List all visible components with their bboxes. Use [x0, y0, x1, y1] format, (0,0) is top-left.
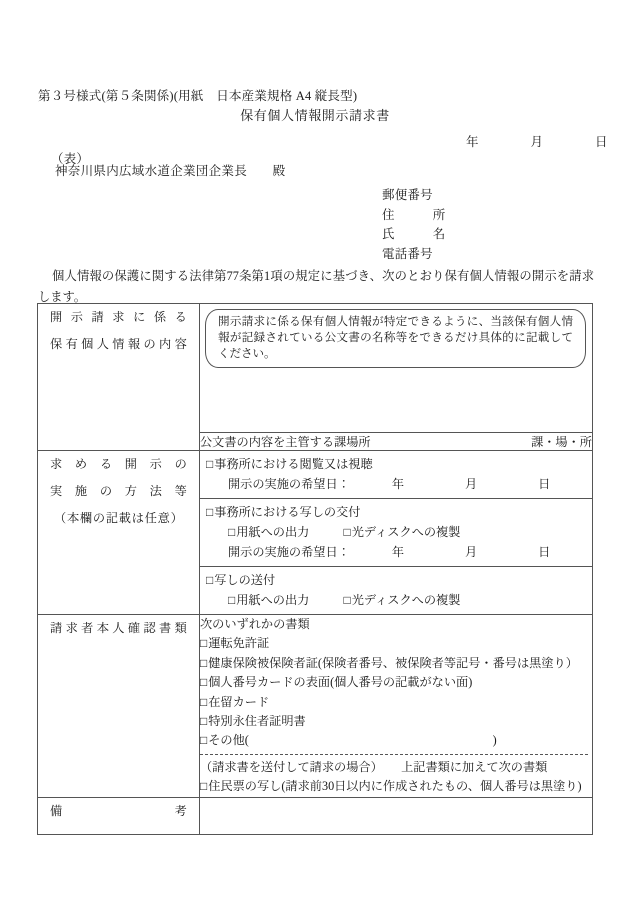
department-row-cell [200, 433, 593, 451]
method-block-viewing [200, 451, 592, 499]
checkbox-icon[interactable] [200, 675, 208, 689]
checkbox-icon[interactable] [206, 457, 214, 471]
remarks-input-cell[interactable] [200, 797, 593, 834]
form-number-line: 第３号様式(第５条関係)(用紙 日本産業規格 A4 縦長型) [38, 89, 358, 103]
identity-item-residence-certificate[interactable] [200, 777, 592, 796]
method-suboptions-mail-copy [206, 590, 592, 610]
identity-item-label: その他( ) [208, 733, 497, 748]
row-label-remarks [38, 797, 200, 834]
method-checkbox-copy-at-office[interactable] [206, 502, 592, 522]
checkbox-icon[interactable] [200, 733, 208, 747]
row-label-identity [38, 615, 200, 798]
applicant-field-phone: 電話番号 [382, 246, 433, 261]
applicant-field-name: 氏 名 [382, 227, 446, 241]
method-block-copy-at-office [200, 499, 592, 567]
wish-date-ymd: 年 月 日 [391, 545, 551, 559]
table-row-remarks [38, 797, 593, 834]
row-label-content-line1: 開示請求に係る [50, 310, 187, 324]
row-label-method [38, 451, 200, 615]
checkbox-icon[interactable] [228, 525, 236, 539]
applicant-field-postal-code: 郵便番号 [382, 188, 433, 202]
identity-item-other[interactable] [200, 731, 592, 750]
wish-date-ymd: 年 月 日 [391, 477, 551, 491]
department-inner-table [200, 433, 592, 450]
checkbox-icon[interactable] [200, 714, 208, 728]
identity-item-health-insurance[interactable] [200, 654, 592, 673]
content-input-cell[interactable] [200, 304, 593, 433]
row-label-content [38, 304, 200, 451]
identity-item-special-permanent-resident[interactable] [200, 712, 592, 731]
suboption-paper-output-label: 用紙への出力 [236, 525, 310, 539]
applicant-fields [382, 186, 446, 264]
checkbox-icon[interactable] [343, 593, 351, 607]
method-checkbox-viewing[interactable] [206, 454, 592, 474]
suboption-optical-disc-label: 光ディスクへの複製 [351, 525, 461, 539]
method-checkbox-mail-copy[interactable] [206, 570, 592, 590]
identity-mail-note: （請求書を送付して請求の場合） 上記書類に加えて次の書類 [200, 759, 548, 774]
row-label-method-line2: 実施の方法等 [50, 484, 187, 498]
identity-item-residence-card[interactable] [200, 693, 592, 712]
date-field-line: 年 月 日 [466, 135, 608, 149]
page-title: 保有個人情報開示請求書 [240, 108, 390, 123]
identity-item-drivers-license[interactable] [200, 634, 592, 653]
identity-intro: 次のいずれかの書類 [200, 617, 310, 631]
table-row-method [38, 451, 593, 615]
suboption-optical-disc[interactable] [343, 525, 460, 539]
method-label-viewing: 事務所における閲覧又は視聴 [214, 457, 373, 471]
department-label: 公文書の内容を主管する課場所 [200, 435, 371, 449]
suboption-paper-output[interactable] [228, 525, 309, 539]
method-wish-date-copy-at-office[interactable] [206, 542, 592, 562]
suboption-paper-output[interactable] [228, 593, 309, 607]
wish-date-label: 開示の実施の希望日： [228, 545, 350, 559]
applicant-field-address: 住 所 [382, 207, 446, 222]
request-form-table [37, 303, 593, 835]
method-options-cell [200, 451, 593, 615]
identity-item-label: 個人番号カードの表面(個人番号の記載がない面) [208, 675, 473, 690]
wish-date-label: 開示の実施の希望日： [228, 477, 350, 491]
row-label-remarks-text: 備 考 [50, 803, 187, 818]
addressee-line: 神奈川県内広域水道企業団企業長 殿 [55, 164, 286, 178]
form-side-line: （表） [51, 152, 90, 166]
checkbox-icon[interactable] [200, 695, 208, 709]
identity-divider [200, 754, 588, 755]
method-wish-date-viewing[interactable] [206, 474, 592, 494]
intro-paragraph: 個人情報の保護に関する法律第77条第1項の規定に基づき、次のとおり保有個人情報の開示を請求します。 [38, 269, 594, 304]
identity-item-label: 特別永住者証明書 [208, 714, 306, 729]
content-instruction-note: 開示請求に係る保有個人情報が特定できるように、当該保有個人情報が記録されている公文書の名称等をできるだけ具体的に記載してください。 [205, 309, 586, 368]
method-label-mail-copy: 写しの送付 [214, 573, 276, 587]
row-label-content-line2: 保有個人情報の内容 [50, 337, 187, 351]
row-label-identity-text: 請求者本人確認書類 [50, 621, 187, 635]
identity-item-label: 運転免許証 [208, 636, 270, 651]
checkbox-icon[interactable] [200, 636, 208, 650]
checkbox-icon[interactable] [206, 573, 214, 587]
checkbox-icon[interactable] [206, 505, 214, 519]
checkbox-icon[interactable] [228, 593, 236, 607]
method-label-copy-at-office: 事務所における写しの交付 [214, 505, 361, 519]
suboption-optical-disc[interactable] [343, 593, 460, 607]
row-label-method-line3: （本欄の記載は任意） [54, 511, 183, 525]
row-label-method-line1: 求める開示の [50, 457, 187, 471]
suboption-optical-disc-label: 光ディスクへの複製 [351, 593, 461, 607]
suboption-paper-output-label: 用紙への出力 [236, 593, 310, 607]
identity-item-label: 健康保険被保険者証(保険者番号、被保険者等記号・番号は黒塗り） [208, 655, 578, 670]
method-block-mail-copy [200, 567, 592, 614]
identity-documents-cell [200, 615, 593, 798]
checkbox-icon[interactable] [200, 656, 208, 670]
method-suboptions-copy-at-office [206, 522, 592, 542]
form-number-header [38, 44, 357, 212]
identity-item-label: 住民票の写し(請求前30日以内に作成されたもの、個人番号は黒塗り) [208, 779, 582, 794]
checkbox-icon[interactable] [200, 779, 208, 793]
department-value[interactable]: 課・場・所 [531, 435, 592, 449]
identity-item-label: 在留カード [208, 694, 270, 709]
table-row-identity [38, 615, 593, 798]
checkbox-icon[interactable] [343, 525, 351, 539]
table-row-content [38, 304, 593, 433]
identity-item-my-number-card[interactable] [200, 673, 592, 692]
